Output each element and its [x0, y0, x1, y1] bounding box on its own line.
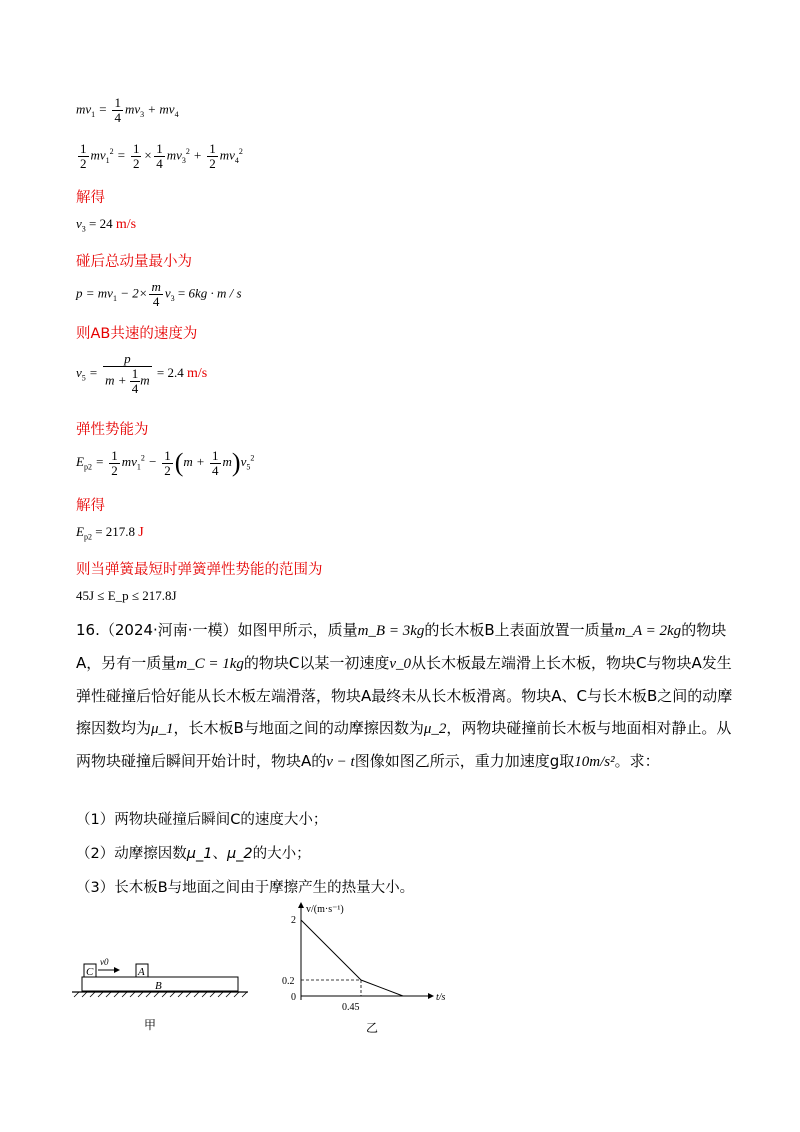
- question-2-mu2: μ_2: [226, 846, 253, 862]
- caption-jia: 甲: [144, 1018, 157, 1032]
- ep2-value: 217.8: [105, 524, 136, 539]
- gravity-value: 10m/s²: [574, 754, 615, 770]
- problem-text-1: 如图甲所示，质量: [237, 621, 358, 639]
- label-v0: v0: [100, 957, 109, 967]
- range-text: 则当弹簧最短时弹簧弹性势能的范围为: [76, 562, 323, 578]
- mass-a: m_A = 2kg: [614, 623, 682, 639]
- momentum-result: $p = mv_1 - 2\times$ $\frac{m}{4}$ $v_3 = 6kg \cdot m / s$: [76, 279, 242, 309]
- arrow-head-icon: [114, 967, 120, 973]
- momentum-equation: $mv_1$ = $\frac{1}{4}$ $mv_3 + mv_4$: [76, 95, 179, 125]
- v3-result: $v_3 = 24$ m/s: [76, 216, 137, 234]
- ground-hatch: [74, 992, 247, 997]
- problem-text-6: ，长木板B与地面之间的动摩擦因数为: [173, 719, 424, 737]
- ep2-equation: $E_{p2}$ = $\frac{1}{2}$ $mv_1^2$ − $\frac{1}{2}$ (m + $\frac{1}{4}$ $m)v_5^2$: [76, 447, 255, 478]
- problem-text-5: 从长木板最左端滑上长木板，物块C与物块A发生弹性碰撞后恰好能从长木板左端滑落，物块A最终未从长木板滑离。物块A、C与长木板B之间的动摩擦因数均为: [76, 654, 733, 737]
- elastic-energy-text: 弹性势能为: [76, 422, 149, 438]
- figure-yi: [280, 900, 470, 1035]
- initial-velocity: v_0: [389, 656, 412, 672]
- question-3: （3）长木板B与地面之间由于摩擦产生的热量大小。: [76, 880, 415, 896]
- y-axis-arrow-icon: [298, 902, 304, 908]
- problem-text-9: 。求：: [614, 752, 660, 770]
- solve-label-2: 解得: [76, 498, 105, 514]
- range-formula: 45J ≤ E_p ≤ 217.8J: [76, 588, 177, 603]
- problem-text-8: 图像如图乙所示，重力加速度g取: [354, 752, 575, 770]
- ep2-result: $E_{p2} = 217.8$ J: [76, 524, 144, 542]
- label-b: B: [155, 980, 162, 992]
- question-2-mu1: μ_1: [186, 846, 213, 862]
- series-a-segment-1: [301, 920, 361, 980]
- ep2-unit: J: [138, 525, 144, 540]
- vt-label: v − t: [326, 754, 355, 770]
- min-momentum-text: 碰后总动量最小为: [76, 254, 192, 270]
- solve-label-1: 解得: [76, 190, 105, 206]
- v5-value: 2.4: [167, 364, 184, 380]
- caption-yi: 乙: [366, 1021, 379, 1035]
- question-2-separator: 、: [212, 846, 227, 862]
- mass-c: m_C = 1kg: [176, 656, 244, 672]
- x-tick-0-45: 0.45: [342, 1002, 360, 1013]
- v5-unit: m/s: [186, 365, 208, 381]
- question-2-suffix: 的大小；: [252, 846, 311, 862]
- common-speed-text: 则AB共速的速度为: [76, 326, 198, 342]
- problem-text-3: 的物块A，另有一质量: [76, 621, 727, 672]
- y-axis-label: v/(m·s⁻¹): [306, 904, 344, 915]
- problem-text-7: ，两物块碰撞前长木板与地面相对静止。从两物块碰撞后瞬间开始计时，物块A的: [76, 719, 732, 770]
- problem-text-4: 的物块C以某一初速度: [243, 654, 390, 672]
- v3-unit: m/s: [115, 217, 137, 232]
- mu1: μ_1: [151, 721, 174, 737]
- question-2-prefix: （2）动摩擦因数: [76, 846, 187, 862]
- y-tick-0-2: 0.2: [282, 976, 295, 987]
- x-axis-arrow-icon: [428, 993, 434, 999]
- problem-source: （2024·河南·一模）: [99, 621, 238, 639]
- problem-number: 16.: [76, 621, 100, 639]
- figure-jia: [70, 955, 250, 1035]
- y-tick-0: 0: [291, 992, 296, 1003]
- label-a: A: [138, 966, 145, 978]
- mu2: μ_2: [423, 721, 447, 737]
- series-a-segment-2: [361, 980, 403, 996]
- v5-equation: $v_5$ = p m + $\frac{1}{4}$ m = 2.4 m/s: [76, 351, 208, 396]
- mass-b: m_B = 3kg: [357, 623, 425, 639]
- question-1: （1）两物块碰撞后瞬间C的速度大小；: [76, 812, 328, 828]
- question-2: [76, 842, 311, 863]
- y-tick-2: 2: [291, 915, 296, 926]
- label-c: C: [86, 966, 94, 978]
- energy-equation: $\frac{1}{2}$ $mv_1^2$ = $\frac{1}{2}$ × $\frac{1}{4}$ $mv_3^2$ + $\frac{1}{2}$ $mv_4^2$: [80, 141, 243, 171]
- v3-value: 24: [99, 216, 113, 231]
- p-result: 6kg · m / s: [188, 285, 242, 301]
- problem-16: [76, 614, 736, 778]
- problem-text-2: 的长木板B上表面放置一质量: [424, 621, 615, 639]
- x-axis-label: t/s: [436, 992, 446, 1003]
